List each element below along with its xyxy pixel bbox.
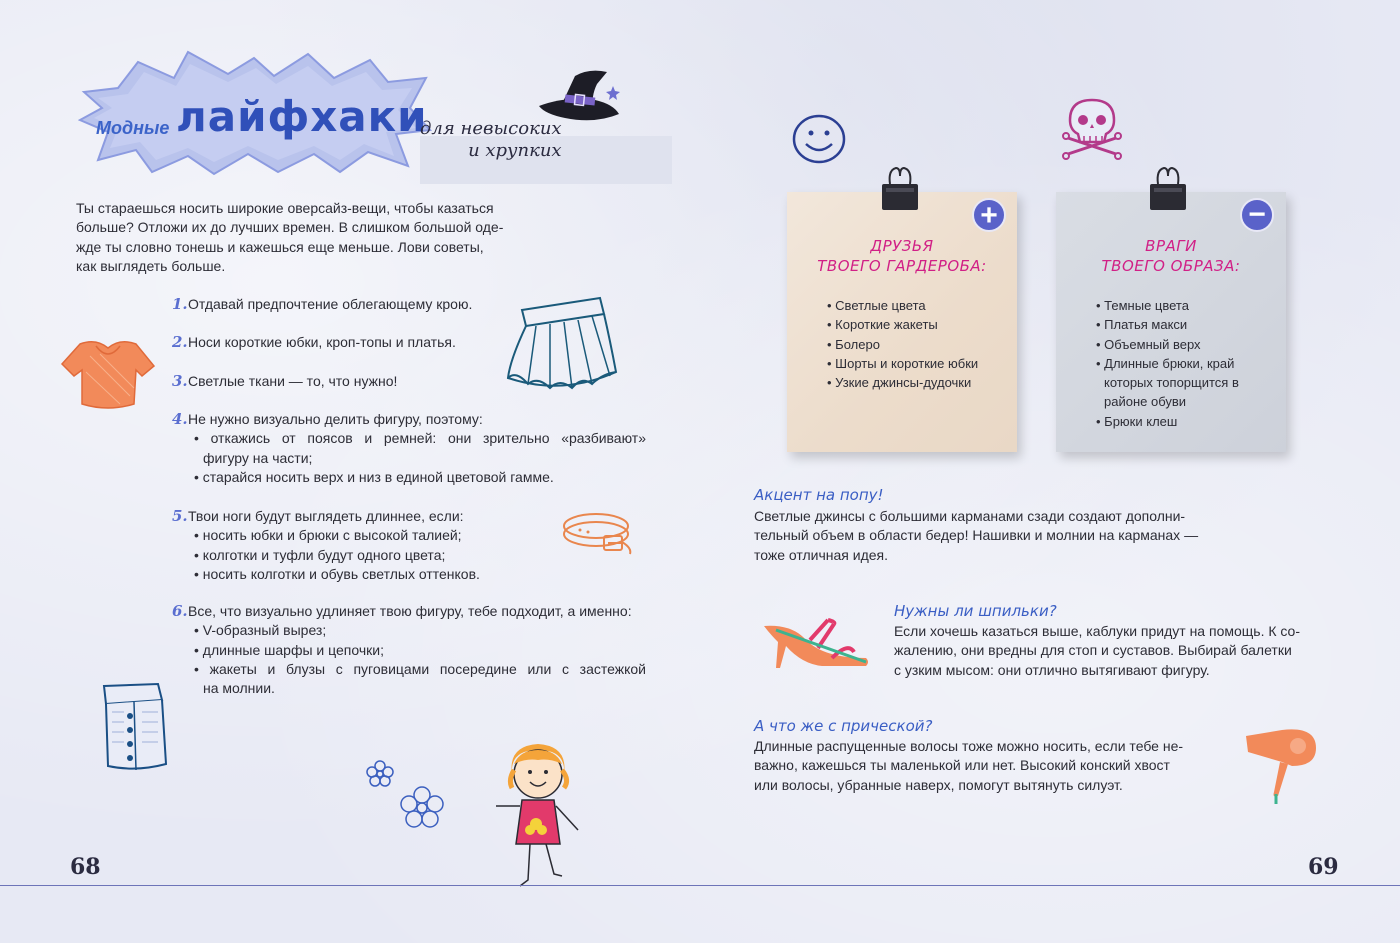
tip-text: Твои ноги будут выглядеть длиннее, если:	[188, 508, 464, 524]
text-line: тоже отличная идея.	[754, 546, 889, 563]
text-line: Длинные распущенные волосы тоже можно носить, если тебе не-	[754, 738, 1184, 754]
list-item: которых топорщится в	[1104, 375, 1239, 391]
tip-text: Светлые ткани — то, что нужно!	[188, 373, 398, 389]
text-line: Если хочешь казаться выше, каблуки придут на помощь. К со-	[894, 623, 1301, 639]
section-text-heels	[894, 622, 1334, 680]
enemies-title-line2: ТВОЕГО ОБРАЗА:	[1101, 257, 1241, 275]
tip-text: Носи короткие юбки, кроп-топы и платья.	[188, 334, 456, 350]
tip-number: 5.	[172, 507, 188, 525]
tip-number: 4.	[172, 410, 188, 428]
section-heading-heels: Нужны ли шпильки?	[894, 602, 1057, 620]
tip-text: Не нужно визуально делить фигуру, поэтому:	[188, 411, 483, 427]
page-number-left: 68	[70, 854, 101, 880]
intro-line-1: Ты стараешься носить широкие оверсайз-вещи, чтобы казаться	[76, 200, 494, 216]
buttoned-skirt-icon	[100, 682, 172, 774]
title-subtitle-line2: и хрупких	[468, 140, 562, 161]
tip-number: 6.	[172, 602, 188, 620]
text-line: Светлые джинсы с большими карманами сзади создают дополни-	[754, 508, 1186, 524]
text-line: или волосы, убранные наверх, помогут вытянуть силуэт.	[754, 776, 1123, 793]
intro-line-2: больше? Отложи их до лучших времен. В слишком большой оде-	[76, 219, 504, 236]
list-item: районе обуви	[1104, 394, 1187, 410]
plus-badge	[972, 198, 1006, 232]
tip-text: Все, что визуально удлиняет твою фигуру, тебе подходит, а именно:	[188, 603, 632, 619]
friends-list	[827, 296, 978, 392]
flower-large-icon	[398, 784, 446, 832]
smiley-icon	[790, 112, 848, 166]
list-item: • Светлые цвета	[827, 296, 978, 315]
intro-line-3: жде ты словно тонешь и кажешься еще меньше. Лови советы,	[76, 238, 484, 255]
blouse-icon	[60, 336, 156, 412]
list-item: • Шорты и короткие юбки	[827, 354, 978, 373]
tip-6-sub-1: • V-образный вырез;	[194, 622, 327, 639]
tip-6-sub-3: • жакеты и блузы с пуговицами посередине или с застежкой	[194, 660, 646, 677]
skull-icon	[1060, 96, 1124, 168]
text-line: важно, кажешься ты маленькой или нет. Высокий конский хвост	[754, 757, 1170, 774]
tip-4-sub-3: • старайся носить верх и низ в единой цветовой гамме.	[194, 468, 554, 485]
tip-6-sub-2: • длинные шарфы и цепочки;	[194, 641, 384, 658]
list-item: • Платья макси	[1096, 315, 1239, 334]
title-main: лайфхаки	[176, 92, 428, 141]
tip-5-sub-3: • носить колготки и обувь светлых оттенков.	[194, 565, 480, 582]
list-item: • Узкие джинсы-дудочки	[827, 373, 978, 392]
binder-clip-icon	[1148, 166, 1188, 212]
belt-icon	[560, 508, 634, 558]
intro-paragraph	[76, 199, 548, 276]
list-item: • Болеро	[827, 335, 978, 354]
skirt-icon	[506, 296, 618, 394]
intro-line-4: как выглядеть больше.	[76, 257, 226, 274]
tip-4	[172, 410, 646, 487]
minus-icon: −	[1248, 198, 1266, 231]
section-text-hair	[754, 737, 1234, 795]
tip-5-sub-1: • носить юбки и брюки с высокой талией;	[194, 527, 462, 544]
enemies-note-title	[1056, 236, 1286, 276]
tip-5-sub-2: • колготки и туфли будут одного цвета;	[194, 546, 446, 563]
tip-6-sub-4: на молнии.	[203, 680, 275, 697]
page-baseline	[0, 885, 1400, 886]
section-heading-butt: Акцент на попу!	[754, 486, 884, 504]
title-small: Модные	[96, 118, 170, 138]
tip-text: Отдавай предпочтение облегающему крою.	[188, 296, 473, 312]
friends-note-title	[787, 236, 1017, 276]
list-item: • Короткие жакеты	[827, 315, 978, 334]
tip-number: 1.	[172, 295, 188, 313]
page-number-right: 69	[1308, 854, 1339, 880]
text-line: жалению, они вредны для стоп и суставов. Выбирай балетки	[894, 642, 1292, 659]
minus-badge	[1240, 198, 1274, 232]
section-heading-hair: А что же с прической?	[754, 717, 933, 735]
girl-character-illustration	[490, 740, 586, 888]
section-text-butt	[754, 507, 1234, 565]
list-item: • Темные цвета	[1096, 296, 1239, 315]
friends-title-line1: ДРУЗЬЯ	[870, 237, 934, 255]
enemies-list	[1096, 296, 1239, 431]
tip-number: 3.	[172, 372, 188, 390]
hair-dryer-icon	[1242, 722, 1322, 804]
plus-icon: +	[980, 199, 998, 232]
flower-small-icon	[364, 758, 396, 790]
title-subtitle-line1: для невысоких	[420, 118, 562, 139]
binder-clip-icon	[880, 166, 920, 212]
list-item: • Объемный верх	[1096, 335, 1239, 354]
tip-4-sub-1: • откажись от поясов и ремней: они зрительно «разбивают»	[194, 430, 646, 447]
friends-title-line2: ТВОЕГО ГАРДЕРОБА:	[817, 257, 987, 275]
high-heel-shoe-icon	[762, 618, 872, 674]
tip-4-sub-2: фигуру на части;	[203, 449, 313, 466]
list-item: • Брюки клеш	[1096, 412, 1239, 431]
tip-number: 2.	[172, 333, 188, 351]
text-line: тельный объем в области бедер! Нашивки и молнии на карманах —	[754, 527, 1199, 544]
list-item: • Длинные брюки, край	[1096, 354, 1239, 373]
enemies-title-line1: ВРАГИ	[1145, 237, 1197, 255]
witch-hat-icon	[535, 66, 625, 130]
tip-6	[172, 602, 646, 698]
text-line: с узким мысом: они отлично вытягивают фигуру.	[894, 661, 1210, 678]
